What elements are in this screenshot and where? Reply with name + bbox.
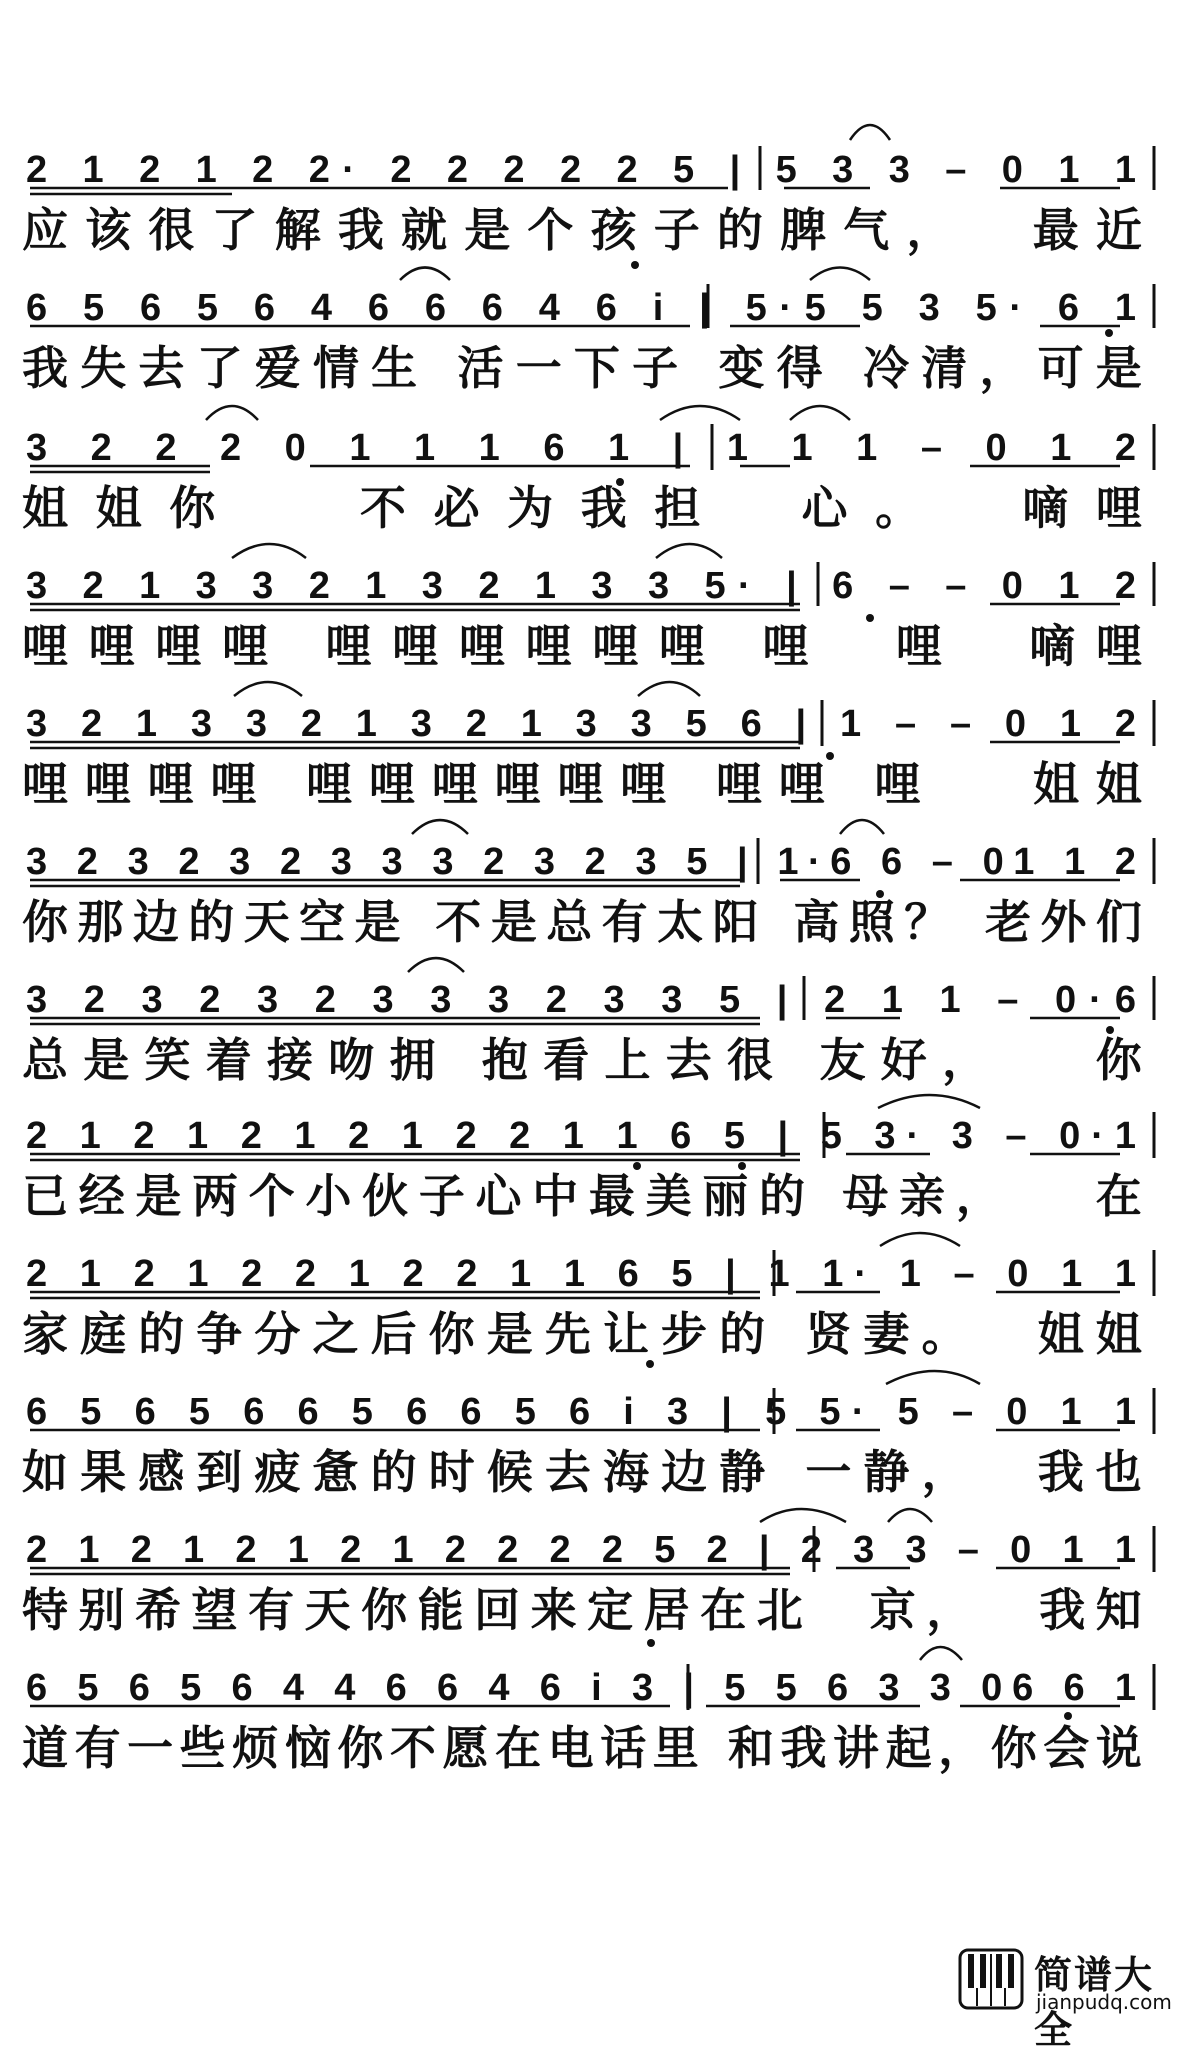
lyric-char: ， xyxy=(906,203,953,257)
notes-row-2 xyxy=(22,268,1142,338)
lyric-char: 应 xyxy=(22,203,68,257)
note-text: 3 2 3 2 3 2 3 3 3 2 3 3 5 | 2 1 1 – 0·6 xyxy=(26,979,1136,1021)
lyric-char: 经 xyxy=(78,1169,125,1223)
lyric-char xyxy=(768,892,784,952)
note-text: 6 5 6 5 6 4 6 6 6 4 6 i | 5·5 5 3 5· 6 1 xyxy=(26,287,1137,329)
lyric-char: 能 xyxy=(417,1583,464,1637)
lyric-char: 伙 xyxy=(362,1169,409,1223)
lyric-char: 上 xyxy=(604,1033,651,1087)
lyric-char xyxy=(937,754,983,814)
lyric-char: 北 xyxy=(756,1583,803,1637)
notes-row-12 xyxy=(22,1648,1142,1718)
lyric-char: 哩 xyxy=(592,619,639,673)
lyric-char: 静 xyxy=(719,1445,766,1499)
lyric-char: 近 xyxy=(1095,203,1142,257)
lyric-char: 为 xyxy=(507,481,554,535)
lyric-char xyxy=(813,1580,859,1640)
lyric-char: 哩 xyxy=(306,757,353,811)
watermark-title: 简谱大全 xyxy=(1034,1953,1155,2052)
lyric-char: 生 xyxy=(371,341,418,395)
lyric-char: 姐 xyxy=(95,481,142,535)
lyric-char: 别 xyxy=(78,1583,125,1637)
lyric-char: 话 xyxy=(600,1721,647,1775)
lyric-char: 让 xyxy=(602,1307,649,1361)
note-text: 2 1 2 1 2 1 2 1 2 2 2 2 5 2 | 2 3 3 – 0 1 1 xyxy=(26,1529,1137,1571)
lyric-char: 天 xyxy=(304,1583,351,1637)
lyric-char xyxy=(273,754,289,814)
notes-row-1 xyxy=(22,130,1142,200)
lyric-char xyxy=(728,478,774,538)
lyric-char: 哩 xyxy=(778,757,825,811)
lyric-char: ， xyxy=(942,1033,989,1087)
notes-row-9 xyxy=(22,1234,1142,1304)
lyric-char xyxy=(1069,1166,1085,1226)
lyric-char: 子 xyxy=(653,203,700,257)
lyric-char: 笑 xyxy=(144,1033,191,1087)
lyric-char xyxy=(980,1304,1026,1364)
lyric-char: ， xyxy=(938,1721,985,1775)
lyric-char: 担 xyxy=(654,481,701,535)
lyric-char: 哩 xyxy=(210,757,257,811)
lyric-char: 在 xyxy=(700,1583,747,1637)
lyric-char: 个 xyxy=(248,1169,295,1223)
lyric-char: 们 xyxy=(1095,895,1142,949)
lyric-char: 贤 xyxy=(805,1307,852,1361)
lyric-char: 一 xyxy=(805,1445,852,1499)
lyric-char: 高 xyxy=(793,895,840,949)
score-system-1 xyxy=(22,130,1142,280)
lyric-char: 一 xyxy=(127,1721,174,1775)
lyric-char: 哩 xyxy=(874,757,921,811)
lyric-char xyxy=(683,754,699,814)
lyric-char: 哩 xyxy=(762,619,809,673)
lyric-char: 必 xyxy=(433,481,480,535)
lyric-char: 你 xyxy=(337,1721,384,1775)
lyric-char: 的 xyxy=(138,1307,185,1361)
lyric-char xyxy=(816,1166,832,1226)
lyric-char: 那 xyxy=(77,895,124,949)
lyric-char: 哩 xyxy=(895,619,942,673)
lyric-char: 到 xyxy=(196,1445,243,1499)
lyric-char: 说 xyxy=(1095,1721,1142,1775)
lyric-char: 两 xyxy=(192,1169,239,1223)
lyric-char: 就 xyxy=(401,203,448,257)
lyric-char: 哩 xyxy=(494,757,541,811)
lyric-char: 哩 xyxy=(84,757,131,811)
lyric-char: 你 xyxy=(22,895,68,949)
lyric-char: 你 xyxy=(990,1721,1037,1775)
lyric-char: 愿 xyxy=(442,1721,489,1775)
lyric-char: 讲 xyxy=(833,1721,880,1775)
lyric-char: 是 xyxy=(486,1307,533,1361)
lyric-char: 接 xyxy=(267,1033,313,1087)
lyric-char: 嘀 xyxy=(1022,481,1069,535)
lyric-char xyxy=(243,478,289,538)
score-system-2 xyxy=(22,268,1142,418)
lyric-char: 最 xyxy=(588,1169,635,1223)
lyric-char: 去 xyxy=(138,341,185,395)
lyric-char xyxy=(690,338,706,398)
lyrics-row-3 xyxy=(22,478,1142,538)
lyrics-row-9 xyxy=(22,1304,1142,1364)
lyric-char: 家 xyxy=(22,1307,68,1361)
lyric-char: 居 xyxy=(643,1583,690,1637)
lyric-char: 抱 xyxy=(482,1033,529,1087)
note-text: 6 5 6 5 6 4 4 6 6 4 6 i 3 | 5 5 6 3 3 06 6 1 xyxy=(26,1667,1137,1709)
lyric-char: 丽 xyxy=(702,1169,749,1223)
lyric-char: 哩 xyxy=(620,757,667,811)
lyric-char: 母 xyxy=(842,1169,889,1223)
lyric-char: 哩 xyxy=(715,757,762,811)
lyric-char: 哩 xyxy=(557,757,604,811)
lyric-char: 来 xyxy=(530,1583,577,1637)
lyric-char: 哩 xyxy=(431,757,478,811)
lyric-char: 回 xyxy=(474,1583,521,1637)
lyric-char: 好 xyxy=(880,1033,927,1087)
lyric-char: 姐 xyxy=(1037,1307,1084,1361)
lyric-char: 不 xyxy=(435,895,482,949)
lyric-char: 气 xyxy=(843,203,890,257)
score-system-8 xyxy=(22,1096,1142,1246)
lyric-char: 步 xyxy=(661,1307,708,1361)
lyric-char: 不 xyxy=(389,1721,436,1775)
lyrics-row-7 xyxy=(22,1030,1142,1090)
lyric-char: 冷 xyxy=(863,341,910,395)
lyric-char: 哩 xyxy=(155,619,202,673)
lyric-char: 不 xyxy=(359,481,406,535)
lyric-char: 清 xyxy=(921,341,968,395)
lyric-char: 一 xyxy=(515,341,562,395)
lyric-char: 最 xyxy=(1032,203,1079,257)
lyric-char xyxy=(963,616,1009,676)
notes-row-11 xyxy=(22,1510,1142,1580)
lyric-char: 孩 xyxy=(590,203,637,257)
lyric-char: 之 xyxy=(312,1307,359,1361)
score-system-3 xyxy=(22,408,1142,558)
lyric-char: 妻 xyxy=(863,1307,910,1361)
lyric-char xyxy=(829,616,875,676)
score-system-10 xyxy=(22,1372,1142,1522)
lyric-char xyxy=(949,478,995,538)
watermark-url: jianpudq.com xyxy=(1036,1990,1172,2014)
lyric-char: 哩 xyxy=(22,619,68,673)
score-system-11 xyxy=(22,1510,1142,1660)
lyric-char: 哩 xyxy=(1095,619,1142,673)
lyric-char: 先 xyxy=(544,1307,591,1361)
lyric-char xyxy=(777,1304,793,1364)
lyric-char xyxy=(842,754,858,814)
lyric-char: 该 xyxy=(85,203,132,257)
notes-row-5 xyxy=(22,684,1142,754)
lyric-char: 定 xyxy=(587,1583,634,1637)
lyric-char: 会 xyxy=(1043,1721,1090,1775)
lyric-char: 子 xyxy=(418,1169,465,1223)
lyric-char xyxy=(1012,1166,1058,1226)
lyric-char: 知 xyxy=(1095,1583,1142,1637)
lyric-char: 我 xyxy=(580,481,627,535)
notes-row-6 xyxy=(22,822,1142,892)
lyric-char xyxy=(1003,1030,1049,1090)
score-system-7 xyxy=(22,960,1142,1110)
lyric-char: 中 xyxy=(532,1169,579,1223)
note-text: 2 1 2 1 2 2· 2 2 2 2 2 5 | 5 3 3 – 0 1 1 xyxy=(26,149,1136,191)
lyric-char: 天 xyxy=(243,895,290,949)
lyric-char: 吻 xyxy=(328,1033,375,1087)
lyric-char: 哩 xyxy=(1095,481,1142,535)
lyric-char: 很 xyxy=(148,203,195,257)
lyric-char: 后 xyxy=(370,1307,417,1361)
lyric-char: 有 xyxy=(248,1583,295,1637)
lyric-char: 变 xyxy=(718,341,765,395)
lyric-char: 我 xyxy=(337,203,384,257)
score-system-5 xyxy=(22,684,1142,834)
lyric-char: 的 xyxy=(758,1169,805,1223)
score-system-12 xyxy=(22,1648,1142,1798)
notes-row-10 xyxy=(22,1372,1142,1442)
lyric-char: 友 xyxy=(819,1033,866,1087)
lyrics-row-12 xyxy=(22,1718,1142,1778)
lyric-char: 起 xyxy=(885,1721,932,1775)
lyric-char: 特 xyxy=(22,1583,68,1637)
lyric-char: 哩 xyxy=(659,619,706,673)
lyric-char: 里 xyxy=(652,1721,699,1775)
lyric-char: 姐 xyxy=(22,481,68,535)
lyrics-row-4 xyxy=(22,616,1142,676)
lyric-char xyxy=(980,1442,1026,1502)
lyric-char: 姐 xyxy=(1095,1307,1142,1361)
lyric-char: 解 xyxy=(274,203,321,257)
lyric-char: 的 xyxy=(719,1307,766,1361)
score-system-4 xyxy=(22,546,1142,696)
lyric-char: 失 xyxy=(80,341,127,395)
note-text: 2 1 2 1 2 1 2 1 2 2 1 1 6 5 | 5 3· 3 – 0·1 xyxy=(26,1115,1137,1157)
lyric-char: 在 xyxy=(495,1721,542,1775)
lyric-char: 活 xyxy=(457,341,504,395)
lyric-char: 可 xyxy=(1037,341,1084,395)
note-text: 3 2 1 3 3 2 1 3 2 1 3 3 5 6 | 1 – – 0 1 2 xyxy=(26,703,1136,745)
lyric-char: 分 xyxy=(254,1307,301,1361)
lyric-char: 望 xyxy=(191,1583,238,1637)
note-text: 3 2 2 2 0 1 1 1 6 1 | 1 1 1 – 0 1 2 xyxy=(26,427,1137,469)
lyric-char: 去 xyxy=(544,1445,591,1499)
lyric-char: 有 xyxy=(74,1721,121,1775)
lyric-char: 个 xyxy=(527,203,574,257)
lyric-char: ， xyxy=(955,1169,1002,1223)
lyric-char: ， xyxy=(926,1583,973,1637)
lyric-char: 是 xyxy=(490,895,537,949)
lyric-char: 我 xyxy=(1037,1445,1084,1499)
lyric-char: 的 xyxy=(188,895,235,949)
piano-keys-icon xyxy=(956,1944,1026,2014)
lyric-char: 空 xyxy=(299,895,346,949)
lyrics-row-8 xyxy=(22,1166,1142,1226)
lyric-char: ， xyxy=(979,341,1026,395)
lyric-char: 你 xyxy=(361,1583,408,1637)
lyric-char: 姐 xyxy=(1095,757,1142,811)
lyric-char xyxy=(1065,1030,1081,1090)
lyric-char: 些 xyxy=(179,1721,226,1775)
lyric-char: 疲 xyxy=(254,1445,301,1499)
lyric-char: 哩 xyxy=(525,619,572,673)
lyric-char: 是 xyxy=(1095,341,1142,395)
lyric-char: 得 xyxy=(776,341,823,395)
lyric-char xyxy=(960,892,976,952)
lyrics-row-5 xyxy=(22,754,1142,814)
lyric-char: 姐 xyxy=(1032,757,1079,811)
lyric-char: 烦 xyxy=(232,1721,279,1775)
lyric-char: 哩 xyxy=(88,619,135,673)
lyric-char: 哩 xyxy=(392,619,439,673)
lyric-char: 哩 xyxy=(368,757,415,811)
lyric-char: 总 xyxy=(546,895,593,949)
lyric-char: 我 xyxy=(22,341,68,395)
note-text: 6 5 6 5 6 6 5 6 6 5 6 i 3 | 5 5· 5 – 0 1 1 xyxy=(26,1391,1136,1433)
lyric-char: 心 xyxy=(801,481,848,535)
lyric-char: 也 xyxy=(1095,1445,1142,1499)
lyric-char: 的 xyxy=(370,1445,417,1499)
lyric-char xyxy=(788,1030,804,1090)
lyric-char: 哩 xyxy=(222,619,269,673)
lyric-char: 阳 xyxy=(712,895,759,949)
lyric-char: 拥 xyxy=(389,1033,436,1087)
lyric-char xyxy=(429,338,445,398)
lyrics-row-11 xyxy=(22,1580,1142,1640)
lyric-char: 心 xyxy=(475,1169,522,1223)
lyric-char: 边 xyxy=(132,895,179,949)
lyric-char: 亲 xyxy=(899,1169,946,1223)
lyric-char xyxy=(705,1718,721,1778)
lyric-char: 外 xyxy=(1040,895,1087,949)
score-system-6 xyxy=(22,822,1142,972)
lyric-char xyxy=(410,892,426,952)
lyric-char: 京 xyxy=(869,1583,916,1637)
lyric-char xyxy=(970,200,1016,260)
lyric-char: 果 xyxy=(80,1445,127,1499)
lyric-char: 的 xyxy=(716,203,763,257)
lyric-char: 子 xyxy=(632,341,679,395)
lyric-char xyxy=(1000,754,1016,814)
note-text: 2 1 2 1 2 2 1 2 2 1 1 6 5 | 1 1· 1 – 0 1 1 xyxy=(26,1253,1136,1295)
lyric-char: 照 xyxy=(848,895,895,949)
lyric-char: 嘀 xyxy=(1029,619,1076,673)
lyric-char xyxy=(835,338,851,398)
lyric-char: 很 xyxy=(727,1033,774,1087)
lyric-char: 着 xyxy=(205,1033,252,1087)
lyric-char: 哩 xyxy=(325,619,372,673)
lyrics-row-1 xyxy=(22,200,1142,260)
lyrics-row-10 xyxy=(22,1442,1142,1502)
notes-row-4 xyxy=(22,546,1142,616)
lyric-char: 。 xyxy=(875,481,922,535)
lyric-char: 爱 xyxy=(254,341,301,395)
lyric-char: 是 xyxy=(354,895,401,949)
lyric-char: 我 xyxy=(780,1721,827,1775)
lyric-char: ， xyxy=(921,1445,968,1499)
lyric-char: 是 xyxy=(464,203,511,257)
lyric-char: 哩 xyxy=(458,619,505,673)
score-system-9 xyxy=(22,1234,1142,1384)
lyric-char: 哩 xyxy=(147,757,194,811)
notes-row-8 xyxy=(22,1096,1142,1166)
lyric-char: 和 xyxy=(727,1721,774,1775)
lyric-char: 老 xyxy=(985,895,1032,949)
lyric-char: 哩 xyxy=(22,757,68,811)
lyric-char: 道 xyxy=(22,1721,68,1775)
lyric-char: 静 xyxy=(863,1445,910,1499)
lyric-char: 边 xyxy=(661,1445,708,1499)
lyric-char: 海 xyxy=(602,1445,649,1499)
lyrics-row-6 xyxy=(22,892,1142,952)
watermark xyxy=(956,1942,1186,2052)
lyric-char: 看 xyxy=(543,1033,590,1087)
notes-row-7 xyxy=(22,960,1142,1030)
lyric-char: 去 xyxy=(665,1033,712,1087)
lyric-char: 恼 xyxy=(284,1721,331,1775)
lyric-char: 争 xyxy=(196,1307,243,1361)
lyric-char: 时 xyxy=(428,1445,475,1499)
lyric-char: 太 xyxy=(657,895,704,949)
lyric-char: 感 xyxy=(138,1445,185,1499)
note-text: 3 2 1 3 3 2 1 3 2 1 3 3 5· | 6 – – 0 1 2 xyxy=(26,565,1136,607)
lyric-char: 了 xyxy=(196,341,243,395)
lyric-char: 美 xyxy=(645,1169,692,1223)
lyric-char: 在 xyxy=(1095,1169,1142,1223)
lyric-char: 是 xyxy=(83,1033,130,1087)
lyric-char xyxy=(726,616,742,676)
lyric-char: 了 xyxy=(211,203,258,257)
lyric-char xyxy=(316,478,332,538)
lyric-char xyxy=(983,1580,1029,1640)
lyric-char: 情 xyxy=(312,341,359,395)
lyric-char: 惫 xyxy=(312,1445,359,1499)
lyric-char: 希 xyxy=(135,1583,182,1637)
notes-row-3 xyxy=(22,408,1142,478)
lyric-char: 总 xyxy=(22,1033,68,1087)
note-text: 3 2 3 2 3 2 3 3 3 2 3 2 3 5 | 1·6 6 – 01 1 2 xyxy=(26,841,1136,883)
lyric-char: 我 xyxy=(1039,1583,1086,1637)
lyric-char: 庭 xyxy=(80,1307,127,1361)
lyric-char: 你 xyxy=(169,481,216,535)
lyric-char: 下 xyxy=(573,341,620,395)
lyric-char: 。 xyxy=(921,1307,968,1361)
lyric-char xyxy=(289,616,305,676)
lyric-char: 脾 xyxy=(780,203,827,257)
lyric-char: 你 xyxy=(428,1307,475,1361)
lyric-char xyxy=(451,1030,467,1090)
lyric-char: 是 xyxy=(135,1169,182,1223)
lyric-char: 如 xyxy=(22,1445,68,1499)
lyric-char: 你 xyxy=(1095,1033,1142,1087)
lyrics-row-2 xyxy=(22,338,1142,398)
lyric-char: 候 xyxy=(486,1445,533,1499)
lyric-char: 有 xyxy=(601,895,648,949)
lyric-char: 电 xyxy=(547,1721,594,1775)
lyric-char xyxy=(777,1442,793,1502)
lyric-char: 小 xyxy=(305,1169,352,1223)
lyric-char: 已 xyxy=(22,1169,68,1223)
lyric-char: ？ xyxy=(904,895,951,949)
